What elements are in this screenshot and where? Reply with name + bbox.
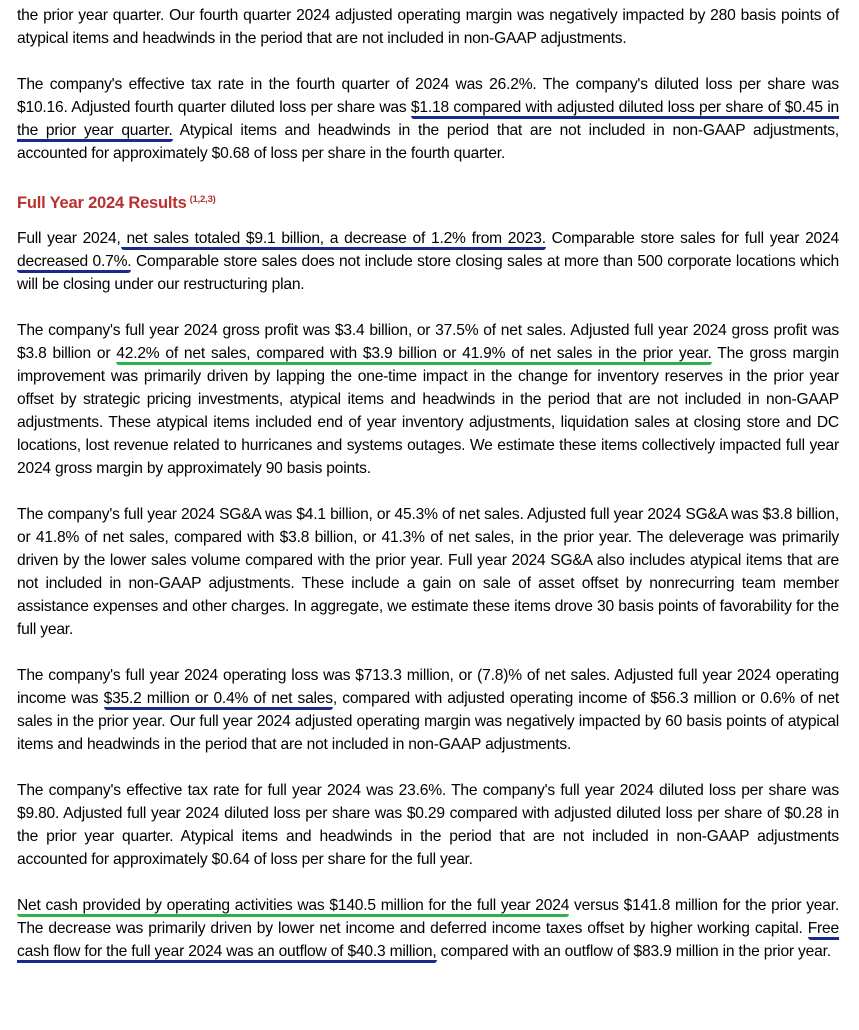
q4-operating-margin-text: the prior year quarter. Our fourth quarter 2024 adjusted operating margin was negatively impacted by 280 basis points of atypical items and headwinds in the period that are not included in non-GAAP adjustments. xyxy=(17,7,839,47)
comparable-sales-highlight: decreased 0.7%. xyxy=(17,253,131,273)
press-release-page xyxy=(17,4,839,986)
paragraph-cash-flow xyxy=(17,894,839,963)
q4-tax-eps-text: The company's effective tax rate in the fourth quarter of 2024 was 26.2%. The company's diluted loss per share was $10.16. Adjusted fourth quarter diluted loss per share was xyxy=(17,76,839,116)
paragraph-q4-operating-margin xyxy=(17,4,839,50)
cash-flow-drivers-text: versus $141.8 million for the prior year. The decrease was primarily driven by lower net income and deferred income taxes offset by higher working capital. xyxy=(17,897,840,937)
paragraph-q4-tax-eps xyxy=(17,73,839,165)
paragraph-full-year-tax-eps xyxy=(17,779,839,871)
q4-atypical-items-text: Atypical items and headwinds in the period that are not included in non-GAAP adjustments, accounted for approximately $0.68 of loss per share in the fourth quarter. xyxy=(17,122,839,162)
sga-text: The company's full year 2024 SG&A was $4.1 billion, or 45.3% of net sales. Adjusted full year 2024 SG&A was $3.8 billion, or 41.8% of net sales, compared with $3.8 billion, or 41.3% of net sales, in the prior year. The deleverage was primarily driven by the lower sales volume compared with the prior year. Full year 2024 SG&A also includes atypical items that are not included in non-GAAP adjustments. These include a gain on sale of asset offset by nonrecurring team member assistance expenses and other charges. In aggregate, we estimate these items drove 30 basis points of favorability for the full year. xyxy=(17,506,839,638)
paragraph-operating-income xyxy=(17,664,839,756)
full-year-tax-eps-text: The company's effective tax rate for full year 2024 was 23.6%. The company's full year 2024 diluted loss per share was $9.80. Adjusted full year 2024 diluted loss per share was $0.29 compared with adjusted diluted loss per share of $0.28 in the prior year quarter. Atypical items and headwinds in the period that are not included in non-GAAP adjustments accounted for approximately $0.64 of loss per share for the full year. xyxy=(17,782,839,868)
section-title: Full Year 2024 Results xyxy=(17,194,187,212)
paragraph-gross-profit xyxy=(17,319,839,480)
section-footnote-ref: (1,2,3) xyxy=(189,194,216,205)
store-closing-text: Comparable store sales does not include store closing sales at more than 500 corporate locations which will be closing under our restructuring plan. xyxy=(17,253,839,293)
adjusted-operating-income-highlight: $35.2 million or 0.4% of net sales xyxy=(104,690,333,710)
paragraph-sga xyxy=(17,503,839,641)
net-sales-intro: Full year 2024, xyxy=(17,230,121,247)
gross-margin-highlight: 42.2% of net sales, compared with $3.9 billion or 41.9% of net sales in the prior year. xyxy=(116,345,711,365)
operating-loss-intro: The company's full year 2024 operating loss was $713.3 million, or (7.8)% of net sales. Adjusted full year 2024 operating income was xyxy=(17,667,839,707)
operating-cash-flow-highlight: Net cash provided by operating activities was $140.5 million for the full year 2024 xyxy=(17,897,569,917)
prior-year-outflow-text: compared with an outflow of $83.9 million in the prior year. xyxy=(436,943,831,960)
gross-margin-drivers-text: The gross margin improvement was primarily driven by lapping the one-time impact in the change for inventory reserves in the prior year offset by strategic pricing investments, atypical items and headwinds in the period that are not included in non-GAAP adjustments. These atypical items included end of year inventory adjustments, liquidation sales at closing store and DC locations, lost revenue related to hurricanes and systems outages. We estimate these items collectively impacted full year 2024 gross margin by approximately 90 basis points. xyxy=(17,345,839,477)
section-heading-full-year-results xyxy=(17,188,839,215)
free-cash-flow-highlight: Free cash flow for the full year 2024 was an outflow of $40.3 million, xyxy=(17,920,839,963)
paragraph-net-sales xyxy=(17,227,839,296)
q4-adjusted-eps-highlight: $1.18 compared with adjusted diluted loss per share of $0.45 in the prior year quarter. xyxy=(17,99,839,142)
gross-profit-intro: The company's full year 2024 gross profit was $3.4 billion, or 37.5% of net sales. Adjusted full year 2024 gross profit was $3.8 billion or xyxy=(17,322,839,362)
operating-margin-text: , compared with adjusted operating income of $56.3 million or 0.6% of net sales in the prior year. Our full year 2024 adjusted operating margin was negatively impacted by 60 basis points of atypical items and headwinds in the period that are not included in non-GAAP adjustments. xyxy=(17,690,840,753)
net-sales-highlight: net sales totaled $9.1 billion, a decrease of 1.2% from 2023. xyxy=(121,230,546,250)
comparable-sales-text: Comparable store sales for full year 2024 xyxy=(545,230,839,247)
